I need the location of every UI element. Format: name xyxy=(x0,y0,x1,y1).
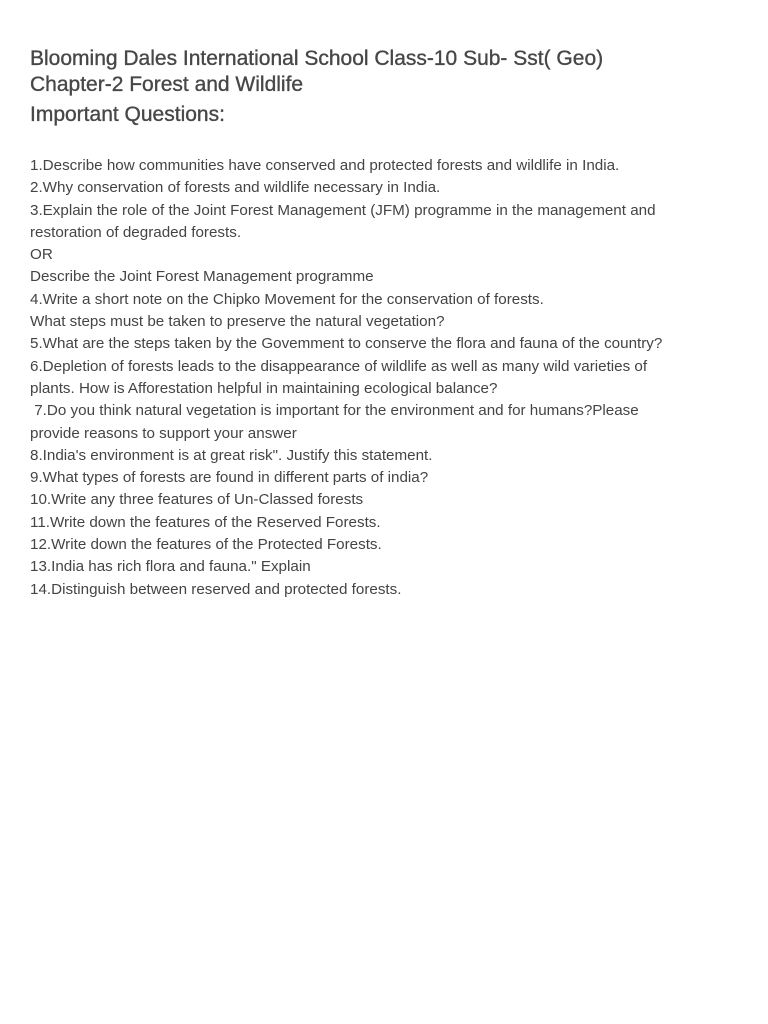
question-line: 7.Do you think natural vegetation is important for the environment and for humans?Please xyxy=(30,402,639,420)
question-line: 9.What types of forests are found in different parts of india? xyxy=(30,469,429,487)
question-line: 10.Write any three features of Un-Classed forests xyxy=(30,491,364,509)
question-line: 14.Distinguish between reserved and protected forests. xyxy=(30,580,402,598)
question-line: 11.Write down the features of the Reserved Forests. xyxy=(30,513,381,531)
question-line: 12.Write down the features of the Protected Forests. xyxy=(30,536,382,554)
section-heading: Important Questions: xyxy=(30,103,225,126)
question-line: 3.Explain the role of the Joint Forest Management (JFM) programme in the management and xyxy=(30,201,656,219)
title-line-1: Blooming Dales International School Class-10 Sub- Sst( Geo) xyxy=(30,47,604,70)
question-line: OR xyxy=(30,246,53,264)
question-line: plants. How is Afforestation helpful in maintaining ecological balance? xyxy=(30,379,498,397)
question-line: 5.What are the steps taken by the Govemment to conserve the flora and fauna of the country? xyxy=(30,335,663,353)
title-line-2: Chapter-2 Forest and Wildlife xyxy=(30,73,304,96)
question-line: 2.Why conservation of forests and wildlife necessary in India. xyxy=(30,179,441,197)
question-line: restoration of degraded forests. xyxy=(30,223,242,241)
question-line: provide reasons to support your answer xyxy=(30,424,297,442)
question-line: What steps must be taken to preserve the natural vegetation? xyxy=(30,313,445,331)
questions-list xyxy=(30,155,740,601)
question-line: 8.India's environment is at great risk". Justify this statement. xyxy=(30,446,433,464)
question-line: 1.Describe how communities have conserved and protected forests and wildlife in India. xyxy=(30,157,620,174)
question-line: 4.Write a short note on the Chipko Movement for the conservation of forests. xyxy=(30,290,544,308)
question-line: 6.Depletion of forests leads to the disappearance of wildlife as well as many wild varieties of xyxy=(30,357,648,375)
question-line: Describe the Joint Forest Management programme xyxy=(30,268,374,286)
document-title xyxy=(30,46,740,98)
document-page xyxy=(30,46,740,601)
question-line: 13.India has rich flora and fauna." Explain xyxy=(30,558,311,576)
